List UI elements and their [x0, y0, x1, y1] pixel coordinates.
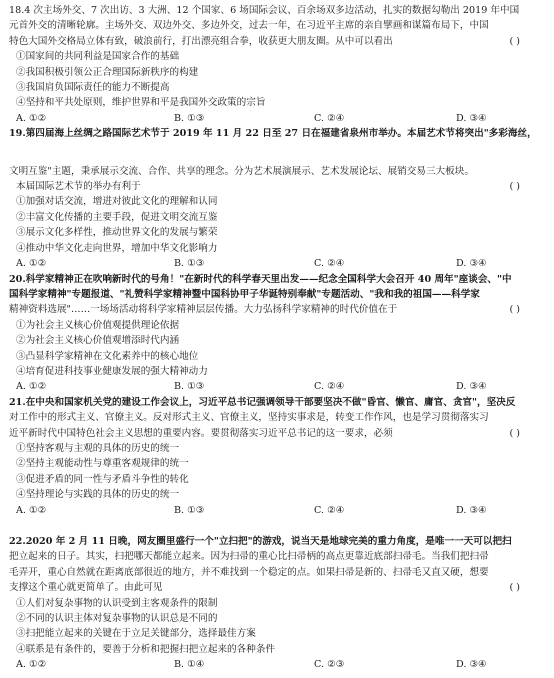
- question-stem: 本届国际艺术节的举办有利于 ( ): [9, 179, 542, 194]
- statement-item: ③扫把能立起来的关键在于立足关键部分，选择最佳方案: [16, 628, 256, 640]
- question-stem: 精神资料选展"……一场场活动将科学家精神层层传播。大力弘扬科学家精神的时代价值在于 ( ): [9, 302, 542, 317]
- statement-item: ④推动中华文化走向世界，增加中华文化影响力: [16, 242, 218, 254]
- answer-options: [9, 111, 542, 126]
- answer-options: [9, 379, 542, 394]
- question-stem: 21.在中央和国家机关党的建设工作会议上，习近平总书记强调领导干部要坚决不做"昏官、懒官、庸官、贪官"，坚决反: [9, 396, 516, 408]
- statement-item: ③展示文化多样性，推动世界文化的发展与繁荣: [16, 227, 218, 239]
- statement-item: ①为社会主义核心价值观提供理论依据: [16, 319, 180, 331]
- question-stem: 对工作中的形式主义、官僚主义。反对形式主义、官僚主义，坚持实事求是，转变工作作风，也是学习贯彻落实习: [9, 412, 489, 424]
- question-stem: 近平新时代中国特色社会主义思想的重要内容。要贯彻落实习近平总书记的这一要求，必须 ( ): [9, 426, 542, 441]
- question-19: [9, 126, 542, 271]
- statement-item: ②我国积极引领公正合理国际新秩序的构建: [16, 66, 199, 78]
- question-22: [9, 534, 542, 673]
- option-d: D. ③④: [456, 659, 487, 671]
- answer-options: [9, 503, 542, 518]
- option-a: A. ①②: [16, 504, 47, 516]
- question-stem: 22.2020 年 2 月 11 日晚，网友圈里盛行一个"立扫把"的游戏，说当天是地球完美的重力角度，是唯一一天可以把扫: [9, 536, 512, 547]
- option-b: B. ①③: [174, 381, 205, 393]
- answer-paren: ( ): [509, 304, 520, 316]
- answer-options: [9, 256, 542, 271]
- statement-item: ②为社会主义核心价值观增添时代内涵: [16, 335, 180, 347]
- statement-item: ④坚持和平共处原则，维护世界和平是我国外交政策的宗旨: [16, 97, 266, 109]
- question-stem: 把立起来的日子。其实，扫把哪天都能立起来。因为扫帚的重心比扫帚柄的高点更靠近底部扫帚毛。当我们把扫帚: [9, 551, 489, 563]
- statement-item: ④坚持理论与实践的具体的历史的统一: [16, 489, 180, 501]
- option-d: D. ③④: [456, 258, 487, 270]
- option-b: B. ①③: [174, 258, 205, 270]
- question-stem: 元首外交的清晰轮廓。主场外交、双边外交、多边外交，过去一年，在习近平主席的亲自擘画和谋篇布局下，中国: [9, 20, 489, 32]
- statement-item: ②坚持主观能动性与尊重客观规律的统一: [16, 458, 189, 470]
- question-18: [9, 3, 542, 126]
- option-c: C. ②④: [314, 504, 345, 516]
- option-a: A. ①②: [16, 258, 47, 270]
- option-b: B. ①③: [174, 112, 205, 124]
- answer-options: [9, 657, 542, 672]
- statement-item: ②丰富文化传播的主要手段，促进文明交流互鉴: [16, 211, 218, 223]
- statement-item: ③凸显科学家精神在文化素养中的核心地位: [16, 350, 199, 362]
- answer-paren: ( ): [509, 582, 520, 594]
- question-stem: 18.4 次主场外交、7 次出访、3 大洲、12 个国家、6 场国际会议、百余场双多边活动，扎实的数据勾勒出 2019 年中国: [9, 5, 520, 16]
- option-a: A. ①②: [16, 659, 47, 671]
- statement-item: ③我国肩负国际责任的能力不断提高: [16, 82, 170, 94]
- question-stem: 特色大国外交格局立体有致，破浪前行，打出漂亮组合拳，收获更大朋友圈。从中可以看出 ( ): [9, 34, 542, 49]
- statement-item: ①加强对话交流，增进对彼此文化的理解和认同: [16, 196, 218, 208]
- answer-paren: ( ): [509, 35, 520, 47]
- question-stem: 国科学家精神"专题报道、"礼赞科学家精神暨中国科协甲子华诞特别奉献"专题活动、"我和我的祖国——科学家: [9, 288, 480, 300]
- question-stem: 19.第四届海上丝绸之路国际艺术节于 2019 年 11 月 22 日至 27 日在福建省泉州市举办。本届艺术节将突出"多彩海丝，: [9, 128, 537, 140]
- answer-paren: ( ): [509, 181, 520, 193]
- statement-item: ①人们对复杂事物的认识受到主客观条件的限制: [16, 597, 218, 609]
- question-stem: 文明互鉴"主题，秉承展示交流、合作、共享的理念。分为艺术展演展示、艺术发展论坛、展销交易三大板块。: [9, 165, 474, 177]
- question-21: [9, 395, 542, 518]
- option-d: D. ③④: [456, 112, 487, 124]
- statement-item: ④联系是有条件的，要善于分析和把握扫把立起来的各种条件: [16, 643, 276, 655]
- option-d: D. ③④: [456, 381, 487, 393]
- statement-item: ①坚持客观与主观的具体的历史的统一: [16, 442, 180, 454]
- option-b: B. ①③: [174, 504, 205, 516]
- option-c: C. ②④: [314, 258, 345, 270]
- question-20: [9, 272, 542, 395]
- statement-item: ①国家间的共同利益是国家合作的基础: [16, 51, 180, 63]
- option-c: C. ②④: [314, 112, 345, 124]
- statement-item: ③促进矛盾的同一性与矛盾斗争性的转化: [16, 473, 189, 485]
- option-d: D. ③④: [456, 504, 487, 516]
- statement-item: ②不同的认识主体对复杂事物的认识总是不同的: [16, 613, 218, 625]
- statement-item: ④培育促进科技事业健康发展的强大精神动力: [16, 365, 208, 377]
- question-stem: 毛弄开，重心自然就在距离底部很近的地方，并不难找到一个稳定的点。如果扫帚是新的、扫帚毛又直又硬，想要: [9, 566, 489, 578]
- question-stem: 20.科学家精神正在吹响新时代的号角！"在新时代的科学春天里出发——纪念全国科学大会召开 40 周年"座谈会、"中: [9, 273, 512, 285]
- answer-paren: ( ): [509, 427, 520, 439]
- option-a: A. ①②: [16, 112, 47, 124]
- question-stem: 支撑这个重心就更简单了。由此可见 ( ): [9, 580, 542, 595]
- option-c: C. ②③: [314, 659, 345, 671]
- option-c: C. ②④: [314, 381, 345, 393]
- option-b: B. ①④: [174, 659, 205, 671]
- option-a: A. ①②: [16, 381, 47, 393]
